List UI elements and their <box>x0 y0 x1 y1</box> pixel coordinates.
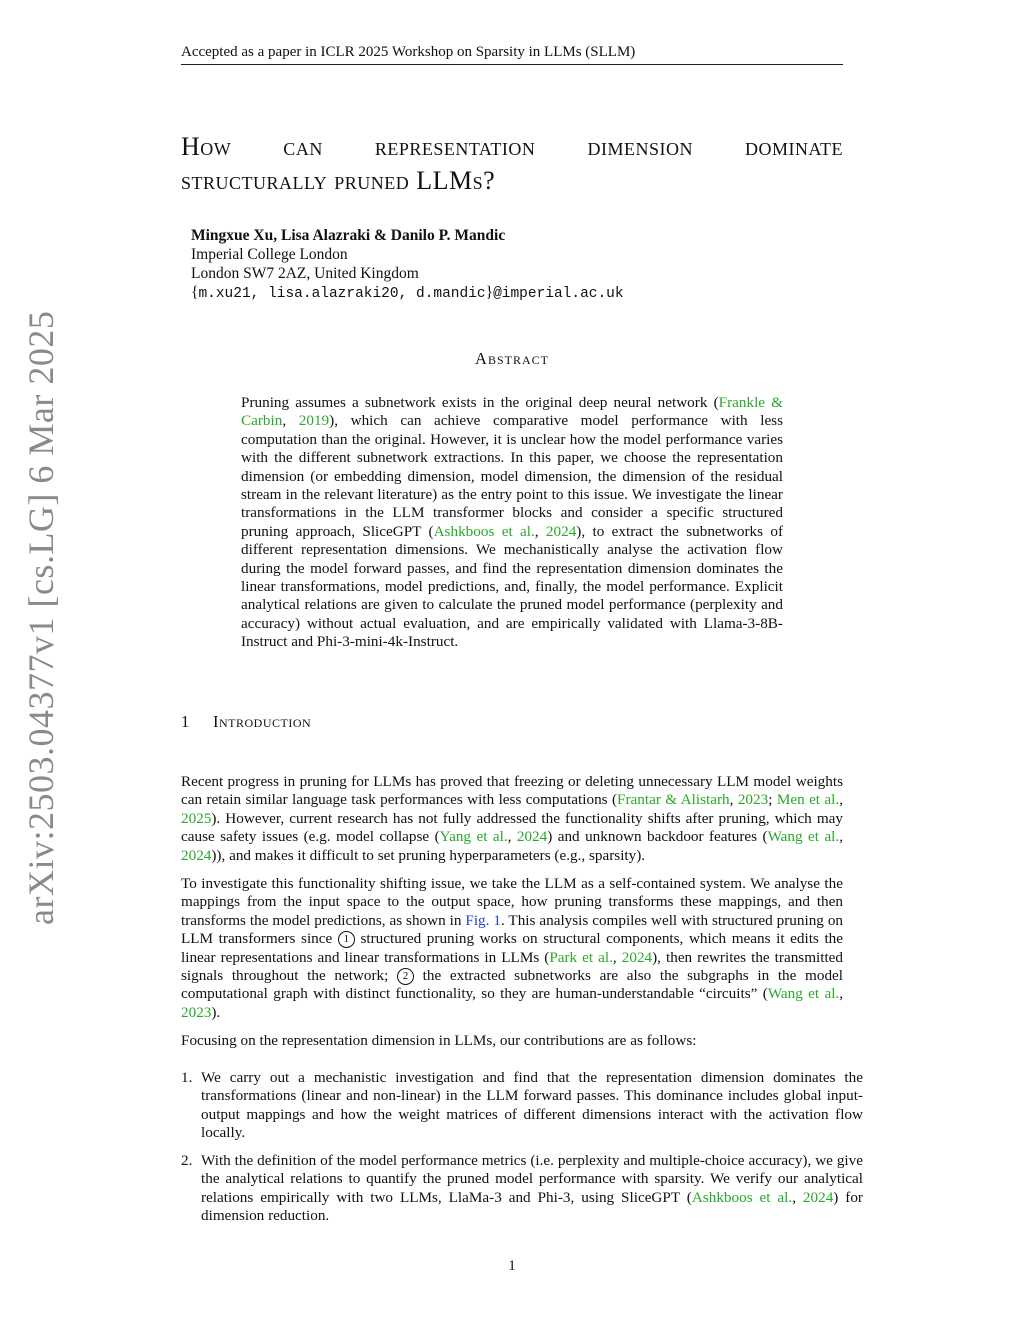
citation-link[interactable] <box>549 949 613 966</box>
citation-year-link[interactable] <box>181 810 211 827</box>
citation-separator: , <box>792 1188 803 1206</box>
author-block <box>191 226 624 304</box>
intro-paragraph-3: Focusing on the representation dimension in LLMs, our contributions are as follows: <box>181 1032 697 1049</box>
affiliation: Imperial College London <box>191 246 348 263</box>
citation-link[interactable] <box>768 828 840 845</box>
citation-year-link[interactable] <box>181 847 211 864</box>
text-segment: To investigate this functionality shifting issue, we take the LLM as a self-contained system. We analyse the mappings from the input space to the output space, how pruning transforms these mappings, and then transforms the model predictions, as shown in <box>181 875 843 929</box>
citation-year-link[interactable] <box>517 828 547 845</box>
address: London SW7 2AZ, United Kingdom <box>191 265 419 282</box>
citation-separator: , <box>729 791 738 809</box>
author-names: Mingxue Xu, Lisa Alazraki & Danilo P. Mandic <box>191 227 506 244</box>
citation-separator: , <box>839 791 843 809</box>
citation-year-link[interactable] <box>299 412 329 429</box>
section-heading <box>181 712 311 732</box>
text-segment: structured pruning works on structural components, which means it edits the linear representations and linear transformations in LLMs ( <box>181 930 843 966</box>
citation-year-link[interactable] <box>803 1189 833 1206</box>
citation-link[interactable] <box>692 1189 792 1206</box>
text-segment: ), then rewrites the transmitted signals throughout the network; <box>181 948 844 985</box>
list-marker: 2. <box>181 1152 193 1169</box>
citation-year-link[interactable] <box>622 949 652 966</box>
citation-separator: , <box>839 828 843 846</box>
circled-number-1: 1 <box>338 931 355 948</box>
citation-year: 2024 <box>802 1188 834 1206</box>
intro-paragraph-2 <box>181 875 843 1022</box>
citation-link[interactable] <box>434 523 535 540</box>
citation-separator: , <box>839 985 844 1003</box>
citation-separator: , <box>612 948 622 966</box>
text-segment: ) and unknown backdoor features ( <box>547 828 768 846</box>
citation-authors: Ashkboos et al. <box>433 522 535 540</box>
citation-authors: Frankle & Carbin <box>241 394 783 430</box>
list-item-text: We carry out a mechanistic investigation and find that the representation dimension dominates the transformations (linear and non-linear) in the LLM forward passes. This dominance includes global input-output mappings and how the weight matrices of different dimensions interact with the activation flow locally. <box>201 1069 863 1142</box>
title-line-1: How can representation dimension dominate <box>181 132 843 161</box>
citation-link[interactable] <box>777 791 839 808</box>
citation-separator: , <box>507 828 517 846</box>
text-segment: ). However, current research has not fully addressed the functionality shifts after pruning, which may cause safety issues (e.g. model collapse ( <box>181 809 843 846</box>
list-marker: 1. <box>181 1069 193 1086</box>
running-header: Accepted as a paper in ICLR 2025 Workshop on Sparsity in LLMs (SLLM) <box>181 44 843 65</box>
citation-authors: Ashkboos et al. <box>691 1188 793 1206</box>
citation-separator: , <box>534 522 546 540</box>
citation-authors: Wang et al. <box>767 828 840 846</box>
email-domain: @imperial.ac.uk <box>493 286 624 302</box>
citation-link[interactable] <box>768 985 839 1002</box>
text-segment: )), and makes it difficult to set pruning hyperparameters (e.g., sparsity). <box>211 846 646 864</box>
arxiv-stamp: arXiv:2503.04377v1 [cs.LG] 6 Mar 2025 <box>21 310 61 925</box>
citation-authors: Frantar & Alistarh <box>617 791 730 809</box>
citation-separator: , <box>282 412 299 430</box>
text-segment: . This analysis compiles well with structured pruning on LLM transformers since <box>181 911 844 948</box>
citation-year-link[interactable] <box>181 1004 211 1021</box>
text-segment: ; <box>768 791 777 809</box>
email-brace-close: } <box>485 284 494 301</box>
citation-year: 2025 <box>181 809 212 827</box>
list-item <box>181 1069 863 1143</box>
text-segment: ). <box>211 1003 221 1021</box>
email-brace-open: { <box>191 284 199 301</box>
citation-authors: Men et al. <box>776 791 840 809</box>
text-segment: With the definition of the model performance metrics (i.e. perplexity and multiple-choice accuracy), we give the analytical relations to quantify the pruned model performance with sparsity. We verify our analytical relations empirically with two LLMs, LlaMa-3 and Phi-3, using SliceGPT ( <box>201 1152 863 1206</box>
citation-authors: Wang et al. <box>767 985 840 1003</box>
citation-year: 2019 <box>298 412 330 430</box>
text-segment: Recent progress in pruning for LLMs has proved that freezing or deleting unnecessary LLM model weights can retain similar language task performances with less computations ( <box>181 773 843 809</box>
text-segment: the extracted subnetworks are also the subgraphs in the model computational graph with distinct functionality, so they are human-understandable “circuits” ( <box>181 967 843 1003</box>
text-segment: ) for dimension reduction. <box>201 1188 863 1225</box>
citation-link[interactable] <box>617 791 730 808</box>
abstract-segment: Pruning assumes a subnetwork exists in the original deep neural network ( <box>241 394 719 411</box>
citation-authors: Yang et al. <box>439 828 508 846</box>
paper-title <box>181 130 843 198</box>
list-item <box>181 1152 863 1226</box>
email <box>191 283 624 304</box>
abstract-heading: Abstract <box>475 349 549 368</box>
title-line-2: structurally pruned LLMs? <box>181 166 496 195</box>
citation-year-link[interactable] <box>546 523 576 540</box>
citation-year-link[interactable] <box>738 791 768 808</box>
section-title: Introduction <box>213 712 312 731</box>
email-users: m.xu21, lisa.alazraki20, d.mandic <box>198 286 486 302</box>
abstract-segment: ), to extract the subnetworks of different representation dimensions. We mechanistically analyse the activation flow during the model forward passes, and find the representation dimension dominates the linear transformations, model predictions, and, finally, the model performance. Explicit analytical relations are given to calculate the pruned model performance (perplexity and accuracy) without actual evaluation, and are empirically validated with Llama-3-8B-Instruct and Phi-3-mini-4k-Instruct. <box>241 522 783 651</box>
page-number: 1 <box>508 1258 516 1274</box>
citation-link[interactable] <box>440 828 508 845</box>
figure-reference-link[interactable]: Fig. 1 <box>465 911 501 929</box>
section-number: 1 <box>181 712 190 731</box>
citation-year: 2023 <box>737 791 769 809</box>
citation-year: 2024 <box>545 522 577 540</box>
citation-year: 2024 <box>516 828 548 846</box>
intro-paragraph-1 <box>181 773 843 865</box>
abstract-segment: ), which can achieve comparative model performance with less computation than the original. However, it is unclear how the model performance varies with the different subnetwork extractions. In this paper, we choose the representation dimension (or embedding dimension, model dimension, the dimension of the residual stream in the relevant literature) as the entry point to this issue. We investigate the linear transformations in the LLM transformer blocks and consider a specific structured pruning approach, SliceGPT ( <box>241 412 784 540</box>
citation-year: 2023 <box>181 1003 212 1021</box>
abstract-text <box>241 394 783 652</box>
citation-year: 2024 <box>621 948 653 966</box>
citation-year: 2024 <box>181 846 212 864</box>
circled-number-2: 2 <box>397 968 414 985</box>
citation-authors: Park et al. <box>549 948 613 966</box>
